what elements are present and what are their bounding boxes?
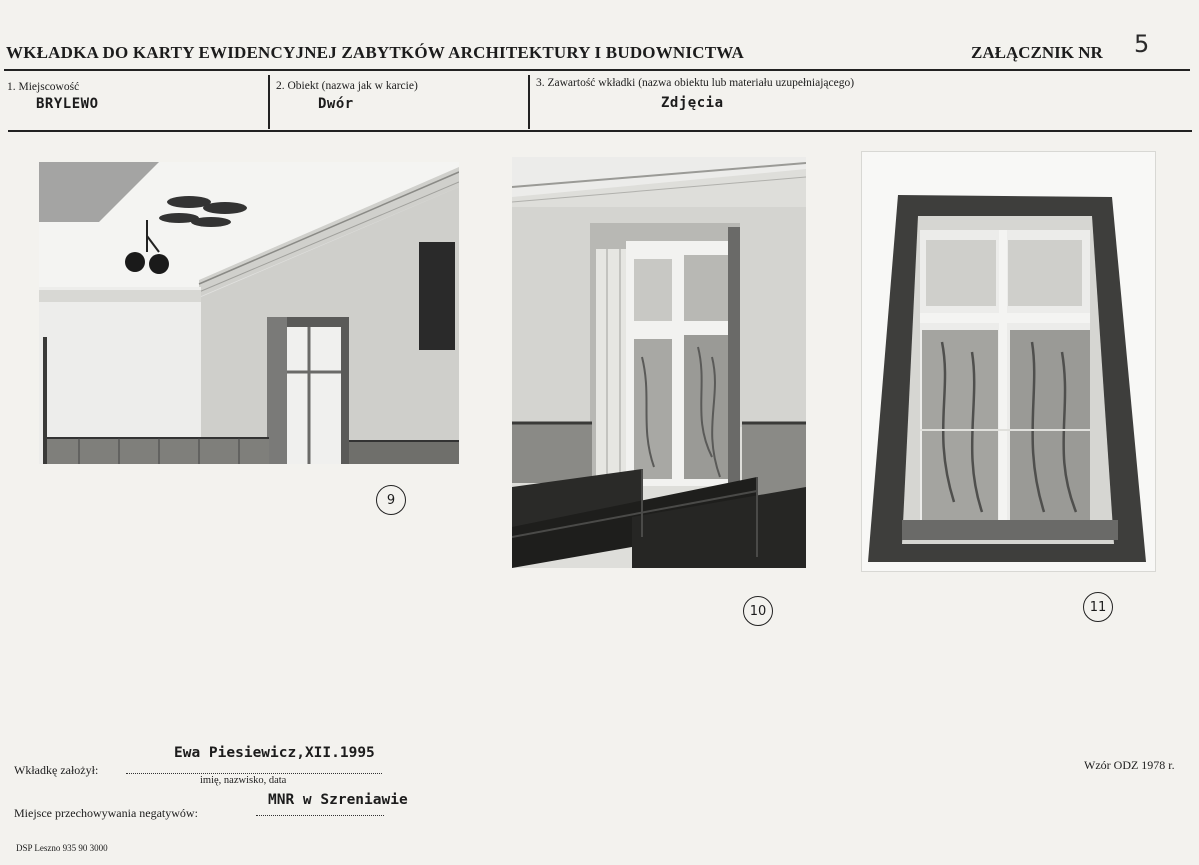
created-by-dotted-line <box>126 773 382 774</box>
field-value-locality: BRYLEWO <box>36 96 99 112</box>
form-model: Wzór ODZ 1978 r. <box>1084 758 1175 772</box>
field-divider-1 <box>268 75 270 129</box>
created-by-hint: imię, nazwisko, data <box>200 775 287 786</box>
photo-9 <box>39 162 459 464</box>
created-by-label: Wkładkę założył: <box>14 763 99 777</box>
photo-10-number: 10 <box>743 596 773 626</box>
field-label-contents: 3. Zawartość wkładki (nazwa obiektu lub materiału uzupełniającego) <box>536 77 855 89</box>
photo-10 <box>512 157 806 568</box>
photo-interior-room-icon <box>39 162 459 464</box>
storage-dotted-line <box>256 815 384 816</box>
field-label-object: 2. Obiekt (nazwa jak w karcie) <box>276 80 418 92</box>
photo-window-frame-icon <box>862 152 1155 571</box>
header-rule-top <box>4 69 1190 71</box>
field-value-object: Dwór <box>318 96 354 112</box>
annex-number: 5 <box>1134 30 1150 58</box>
photo-window-benches-icon <box>512 157 806 568</box>
created-by-value: Ewa Piesiewicz,XII.1995 <box>174 745 375 761</box>
sheet-title: WKŁADKA DO KARTY EWIDENCYJNEJ ZABYTKÓW ARCHITEKTURY I BUDOWNICTWA <box>6 43 745 62</box>
field-label-locality: 1. Miejscowość <box>7 81 80 93</box>
field-divider-2 <box>528 75 530 129</box>
photo-11-number: 11 <box>1083 592 1113 622</box>
field-value-contents: Zdjęcia <box>661 95 724 111</box>
annex-label: ZAŁĄCZNIK NR <box>971 43 1103 62</box>
print-info: DSP Leszno 935 90 3000 <box>16 843 108 853</box>
photo-9-number: 9 <box>376 485 406 515</box>
storage-value: MNR w Szreniawie <box>268 792 408 808</box>
header-rule-bottom <box>8 130 1192 132</box>
storage-label: Miejsce przechowywania negatywów: <box>14 806 198 820</box>
photo-11 <box>861 151 1156 572</box>
